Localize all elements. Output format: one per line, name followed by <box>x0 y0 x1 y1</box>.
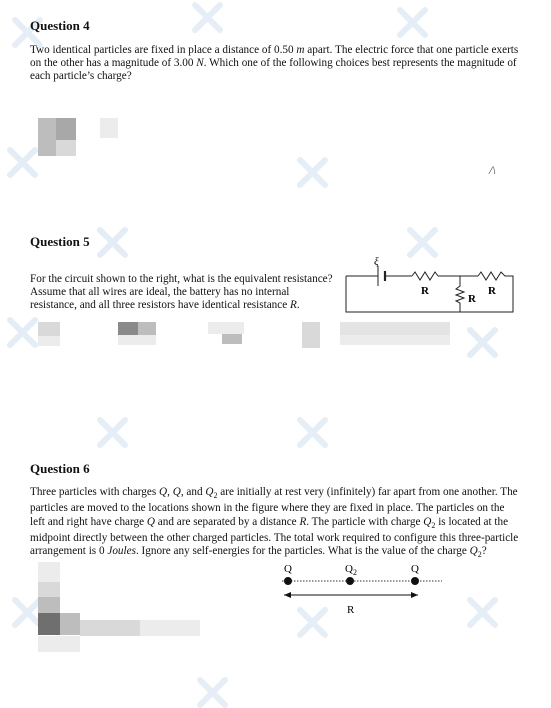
math-symbol: Joules <box>107 545 136 558</box>
text-run: is located at the midpoint directly between the other charged particles. The total work required to configure this three-particle arrangement is <box>30 515 519 558</box>
resistor-3 <box>478 272 508 280</box>
answer-choice-redacted <box>140 620 200 636</box>
answer-choice-redacted <box>38 118 56 156</box>
question-5-text <box>30 273 350 313</box>
text-run: , and <box>180 486 206 498</box>
math-symbol: R <box>290 299 297 312</box>
answer-choice-redacted <box>38 636 80 652</box>
math-symbol: Q <box>172 486 181 498</box>
circuit-diagram <box>338 252 522 318</box>
answer-choice-redacted <box>38 322 60 336</box>
answer-choice-redacted <box>340 322 450 335</box>
answer-choice-redacted <box>208 322 244 334</box>
math-symbol: m <box>296 44 305 56</box>
text-run: , <box>167 486 173 498</box>
answer-choice-redacted <box>138 322 156 335</box>
right-charge-label: Q <box>411 563 419 575</box>
text-run: 0 <box>98 545 108 558</box>
right-charge-dot <box>411 577 419 585</box>
answer-choice-redacted <box>302 322 320 348</box>
text-run: Assume that all wires are ideal, the battery has no internal <box>30 286 290 299</box>
text-run: ? <box>481 545 487 558</box>
text-run: 3.00 <box>173 57 197 70</box>
answer-choice-redacted <box>80 620 140 636</box>
distance-arrow-left-head <box>284 592 291 598</box>
math-subscript: 2 <box>477 550 482 560</box>
resistor-3-label: R <box>488 285 496 297</box>
math-subscript: 2 <box>213 491 218 501</box>
answer-choice-redacted <box>38 613 60 635</box>
math-symbol: Q <box>469 545 478 558</box>
text-run: . The particle with charge <box>306 515 424 528</box>
answer-choice-redacted <box>38 582 60 597</box>
math-symbol: R <box>299 515 307 528</box>
answer-choice-redacted <box>118 322 138 335</box>
text-run: 0.50 <box>274 44 297 56</box>
resistor-1 <box>412 272 438 280</box>
answer-choice-redacted <box>100 118 118 138</box>
question-4-title: Question 4 <box>30 18 90 33</box>
answer-choice-redacted <box>38 562 60 582</box>
stray-mark: /\ <box>489 163 496 177</box>
text-run: . <box>296 299 300 312</box>
middle-charge-label: $Q_2$ <box>345 563 357 577</box>
resistor-1-label: R <box>421 285 429 297</box>
answer-choice-redacted <box>340 335 450 345</box>
question-6-title: Question 6 <box>30 461 90 476</box>
answer-choice-redacted <box>38 597 60 613</box>
math-symbol: Q <box>423 515 432 528</box>
math-symbol: N <box>196 57 204 70</box>
answer-choice-redacted <box>60 613 80 635</box>
charge-arrangement-figure <box>270 560 450 622</box>
text-run: are initially at rest very (infinitely) far apart from one another. The particles are moved to the locations shown in the figure where they are fixed in place. The particles on the left and right have charge <box>30 486 518 528</box>
text-run: apart. The electric force that one particle exerts on the other has a magnitude of <box>30 44 519 70</box>
text-run: For the circuit shown to the right, what is the equivalent resistance? <box>30 273 333 285</box>
answer-choice-redacted <box>222 334 242 344</box>
text-run: resistance, and all three resistors have identical resistance <box>30 299 291 312</box>
answer-choice-redacted <box>38 336 60 346</box>
question-6-text <box>30 486 522 562</box>
answer-choice-redacted <box>118 335 156 345</box>
text-run: Three particles with charges <box>30 486 160 498</box>
math-symbol: Q <box>146 515 155 528</box>
text-run: and are separated by a distance <box>155 515 300 528</box>
text-run: Two identical particles are fixed in place a distance of <box>30 44 274 56</box>
text-run: . Ignore any self-energies for the particles. What is the value of the charge <box>135 545 470 558</box>
question-4-text <box>30 44 520 84</box>
question-5-title: Question 5 <box>30 234 90 249</box>
answer-choice-redacted <box>56 118 76 140</box>
math-symbol: Q <box>159 486 168 498</box>
left-charge-label: Q <box>284 563 292 575</box>
answer-choice-redacted <box>56 140 76 156</box>
middle-charge-dot <box>346 577 354 585</box>
distance-arrow-right-head <box>411 592 418 598</box>
emf-label: ξ <box>374 256 379 268</box>
distance-label: R <box>347 604 355 616</box>
math-symbol: Q <box>205 486 214 498</box>
text-run: . Which one of the following choices best represents the magnitude of each particle’s charge? <box>30 57 517 83</box>
resistor-2 <box>456 276 464 312</box>
math-subscript: 2 <box>431 520 436 530</box>
left-charge-dot <box>284 577 292 585</box>
resistor-2-label: R <box>468 293 476 305</box>
